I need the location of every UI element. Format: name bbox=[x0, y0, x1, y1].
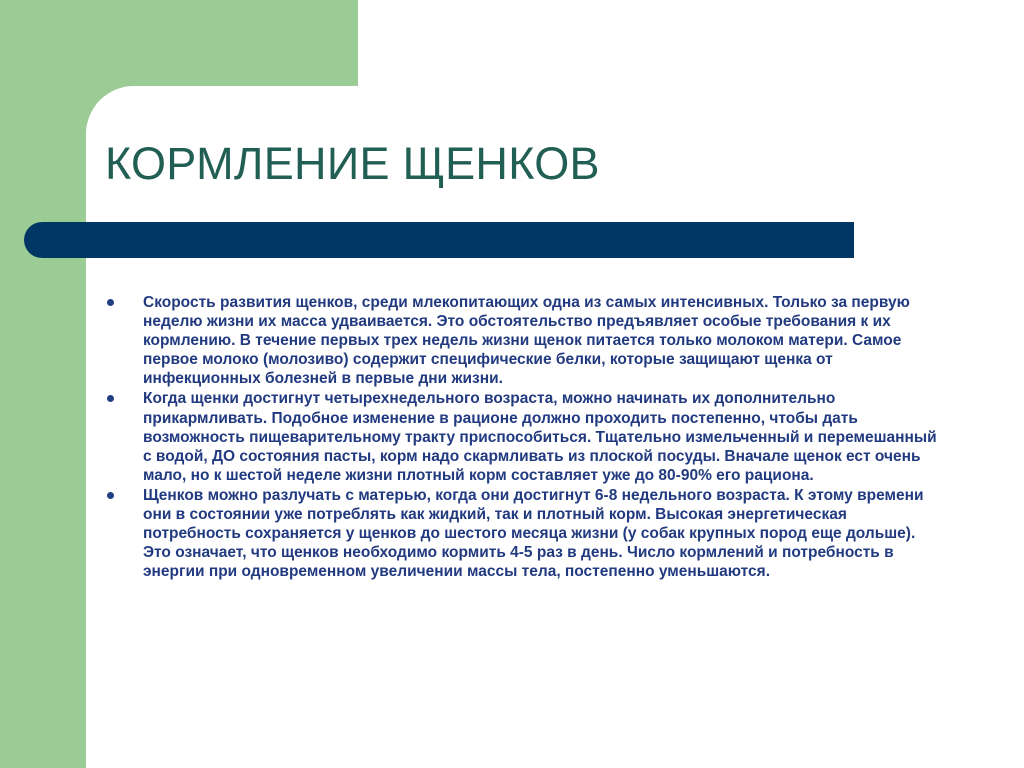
bullet-text: Скорость развития щенков, среди млекопитающих одна из самых интенсивных. Только за первую неделю жизни их масса удваивается. Это обстоятельство предъявляет особые требования к их кормлению. В течение первых трех недель жизни щенок питается только молоком матери. Самое первое молоко (молозиво) содержит специфические белки, которые защищают щенка от инфекционных болезней в первые дни жизни. bbox=[143, 294, 910, 388]
bullet-item bbox=[103, 293, 939, 388]
bullet-dot-icon bbox=[107, 299, 114, 306]
bullet-item bbox=[103, 389, 939, 484]
slide-title: КОРМЛЕНИЕ ЩЕНКОВ bbox=[105, 138, 600, 189]
bullet-text: Щенков можно разлучать с матерью, когда они достигнут 6-8 недельного возраста. К этому времени они в состоянии уже потреблять как жидкий, так и плотный корм. Высокая энергетическая потребность сохраняется у щенков до шестого месяца жизни (у собак крупных пород еще дольше). Это означает, что щенков необходимо кормить 4-5 раз в день. Число кормлений и потребность в энергии при одновременном увеличении массы тела, постепенно уменьшаются. bbox=[143, 486, 924, 581]
title-underline-bar bbox=[24, 222, 854, 258]
bullet-item bbox=[103, 486, 939, 581]
bullet-dot-icon bbox=[107, 492, 114, 499]
bullet-dot-icon bbox=[107, 395, 114, 402]
bullet-text: Когда щенки достигнут четырехнедельного возраста, можно начинать их дополнительно прикармливать. Подобное изменение в рационе должно проходить постепенно, чтобы дать возможность пищеварительному тракту приспособиться. Тщательно измельченный и перемешанный с водой, ДО состояния пасты, корм надо скармливать из плоской посуды. Вначале щенок ест очень мало, но к шестой неделе жизни плотный корм составляет уже до 80-90% его рациона. bbox=[143, 390, 937, 484]
bullet-list bbox=[103, 293, 939, 582]
